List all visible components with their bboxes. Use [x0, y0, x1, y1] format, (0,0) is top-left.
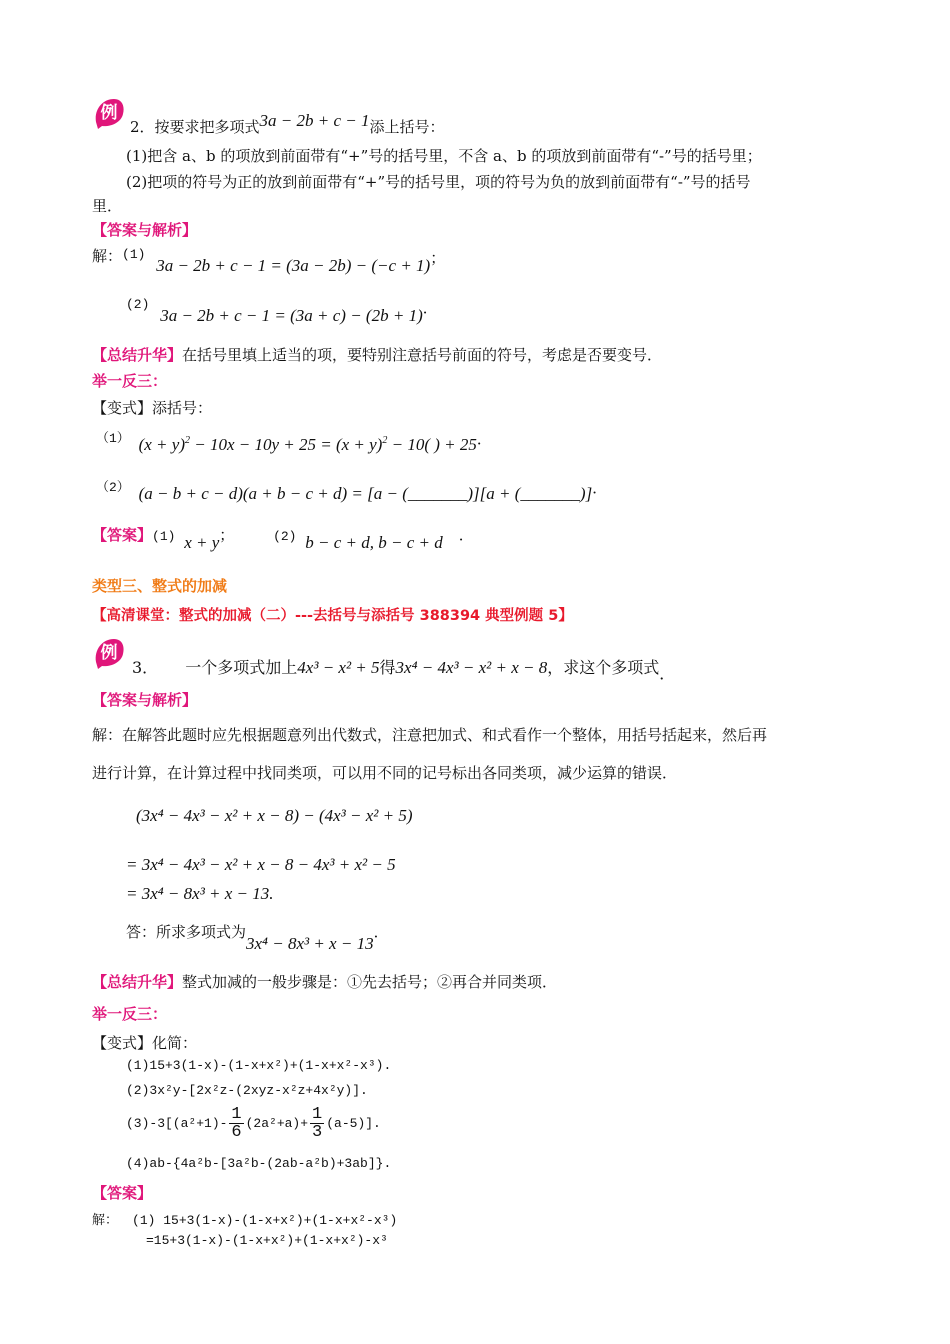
ex3-variant-2: (2)3x²y-[2x²z-(2xyz-x²z+4x²y)]. — [126, 1083, 368, 1098]
ex2-summary: 【总结升华】在括号里填上适当的项，要特别注意括号前面的符号，考虑是否要变号． — [92, 346, 663, 364]
ex3-variant-4: (4)ab-{4a²b-[3a²b-(2ab-a²b)+3ab]}. — [126, 1156, 392, 1171]
ex2-expression: 3a − 2b + c − 1 — [259, 111, 370, 130]
ex3-variant-3: (3)-3[(a²+1)- $\frac{1}{6}$ (2a²+a)+ $\frac{1}{3}$ (a-5)]. — [126, 1105, 381, 1142]
ex3-solution-line1: 解：在解答此题时应先根据题意列出代数式，注意把加式、和式看作一个整体，用括号括起来，然后再 — [92, 726, 768, 744]
ex3-summary: 【总结升华】整式加减的一般步骤是：①先去括号；②再合并同类项． — [92, 973, 558, 991]
ex2-requirement-2-line1: (2)把项的符号为正的放到前面带有“+”号的括号里，项的符号为负的放到前面带有“-”号的括号 — [126, 173, 751, 191]
ex3-variant-label: 【变式】化简： — [92, 1034, 198, 1052]
ex3-prompt: 3． 一个多项式加上4x³ − x² + 5得3x⁴ − 4x³ − x² + x − 8，求这个多项式． — [132, 658, 676, 683]
ex3-variant-1: (1)15+3(1-x)-(1-x+x²)+(1-x+x²-x³). — [126, 1058, 392, 1073]
ex2-solution-2: (2) 3a − 2b + c − 1 = (3a + c) − (2b + 1)． — [126, 297, 438, 325]
ex2-solution-1: 解：(1) 3a − 2b + c − 1 = (3a − 2b) − (−c + 1)； — [92, 247, 446, 275]
ex3-step-2: = 3x⁴ − 4x³ − x² + x − 8 − 4x³ + x² − 5 — [126, 855, 396, 874]
ex3-answer-heading: 【答案与解析】 — [92, 691, 198, 709]
ex2-practice-heading: 举一反三： — [92, 372, 168, 390]
ex3-step-3: = 3x⁴ − 8x³ + x − 13. — [126, 884, 274, 903]
ex2-requirement-1: (1)把含 a、b 的项放到前面带有“+”号的括号里，不含 a、b 的项放到前面带有“-”号的括号里； — [126, 147, 762, 165]
ex2-requirement-2-line2: 里． — [92, 197, 123, 215]
example-badge-icon — [92, 96, 126, 130]
section-title: 类型三、整式的加减 — [92, 577, 228, 595]
ex2-answer-heading: 【答案与解析】 — [92, 221, 198, 239]
fraction-one-sixth: $\frac{1}{6}$ — [231, 1105, 242, 1142]
ex2-variant-2: （2） (a − b + c − d)(a + b − c + d) = [a − (_______)][a + (_______)]． — [96, 479, 608, 503]
ex3-answer-heading-2: 【答案】 — [92, 1184, 153, 1202]
ex2-prompt: 2．按要求把多项式3a − 2b + c − 1添上括号： — [130, 111, 445, 136]
ex3-solution-line2: 进行计算，在计算过程中找同类项，可以用不同的记号标出各同类项，减少运算的错误． — [92, 764, 678, 782]
ex2-variant-1: （1） $(x + y)^2 - 10x - 10y + 25 = (x + y)^2 - 10$( ) + 25． — [96, 430, 492, 454]
example-badge-icon — [92, 636, 126, 670]
ex3-step-1: (3x⁴ − 4x³ − x² + x − 8) − (4x³ − x² + 5) — [136, 806, 413, 825]
svg-text:例: 例 — [100, 103, 118, 123]
video-lesson-title: 【高清课堂：整式的加减（二）---去括号与添括号 388394 典型例题 5】 — [92, 608, 573, 624]
ex3-answer-line2: =15+3(1-x)-(1-x+x²)+(1-x+x²)-x³ — [146, 1233, 388, 1248]
ex3-practice-heading: 举一反三： — [92, 1005, 168, 1023]
ex2-variant-label: 【变式】添括号： — [92, 399, 213, 417]
ex2-answer: 【答案】(1) x + y； (2) b − c + d, b − c + d ． — [92, 526, 474, 552]
fraction-one-third: $\frac{1}{3}$ — [312, 1105, 323, 1142]
ex3-final-answer: 答：所求多项式为3x⁴ − 8x³ + x − 13． — [126, 923, 389, 953]
ex3-answer-line1: 解： (1) 15+3(1-x)-(1-x+x²)+(1-x+x²-x³) — [92, 1213, 398, 1228]
svg-text:例: 例 — [100, 643, 118, 663]
